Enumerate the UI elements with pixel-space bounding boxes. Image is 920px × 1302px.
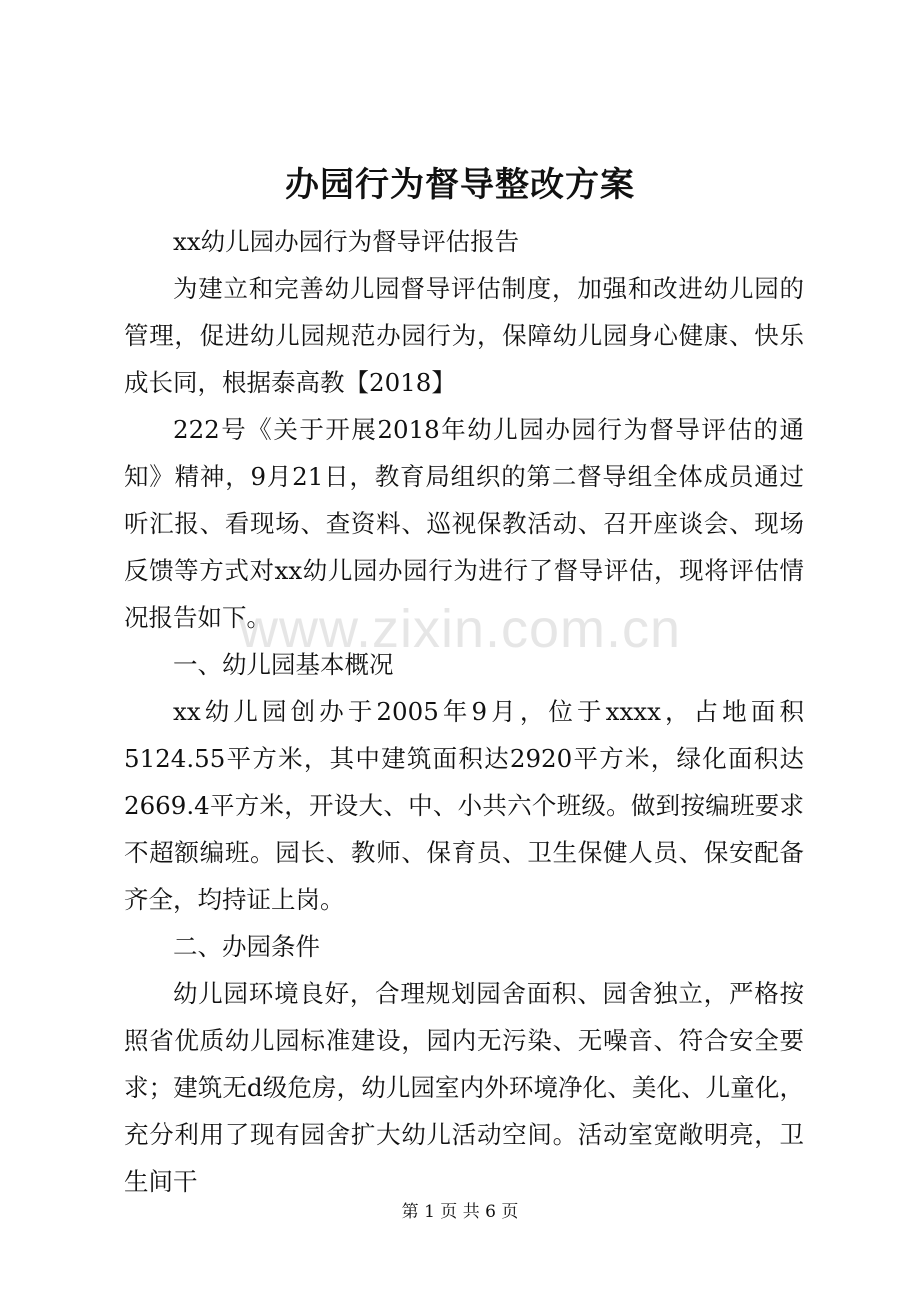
section-heading-overview: 一、幼儿园基本概况 [173,650,394,679]
paragraph-conditions: 幼儿园环境良好，合理规划园舍面积、园舍独立，严格按照省优质幼儿园标准建设，园内无污染、无噪音、符合安全要求；建筑无d级危房，幼儿园室内外环境净化、美化、儿童化，充分利用了现有园舍扩大幼儿活动空间。活动室宽敞明亮，卫生间干 [124,979,804,1196]
paragraph-overview: xx幼儿园创办于2005年9月，位于xxxx，占地面积5124.55平方米，其中建筑面积达2920平方米，绿化面积达2669.4平方米，开设大、中、小共六个班级。做到按编班要求不超额编班。园长、教师、保育员、卫生保健人员、保安配备齐全，均持证上岗。 [124,697,804,914]
paragraph-notice: 222号《关于开展2018年幼儿园办园行为督导评估的通知》精神，9月21日，教育局组织的第二督导组全体成员通过听汇报、看现场、查资料、巡视保教活动、召开座谈会、现场反馈等方式对xx幼儿园办园行为进行了督导评估，现将评估情况报告如下。 [124,415,804,632]
section-heading-conditions: 二、办园条件 [173,932,320,961]
document-body [124,218,804,1205]
paragraph-report-heading: xx幼儿园办园行为督导评估报告 [173,227,520,256]
paragraph-intro: 为建立和完善幼儿园督导评估制度，加强和改进幼儿园的管理，促进幼儿园规范办园行为，保障幼儿园身心健康、快乐成长同，根据泰高教【2018】 [124,274,804,397]
watermark: www.zixin.com.cn [238,599,682,659]
page-footer: 第 1 页 共 6 页 [401,1202,519,1222]
document-title: 办园行为督导整改方案 [285,165,635,205]
